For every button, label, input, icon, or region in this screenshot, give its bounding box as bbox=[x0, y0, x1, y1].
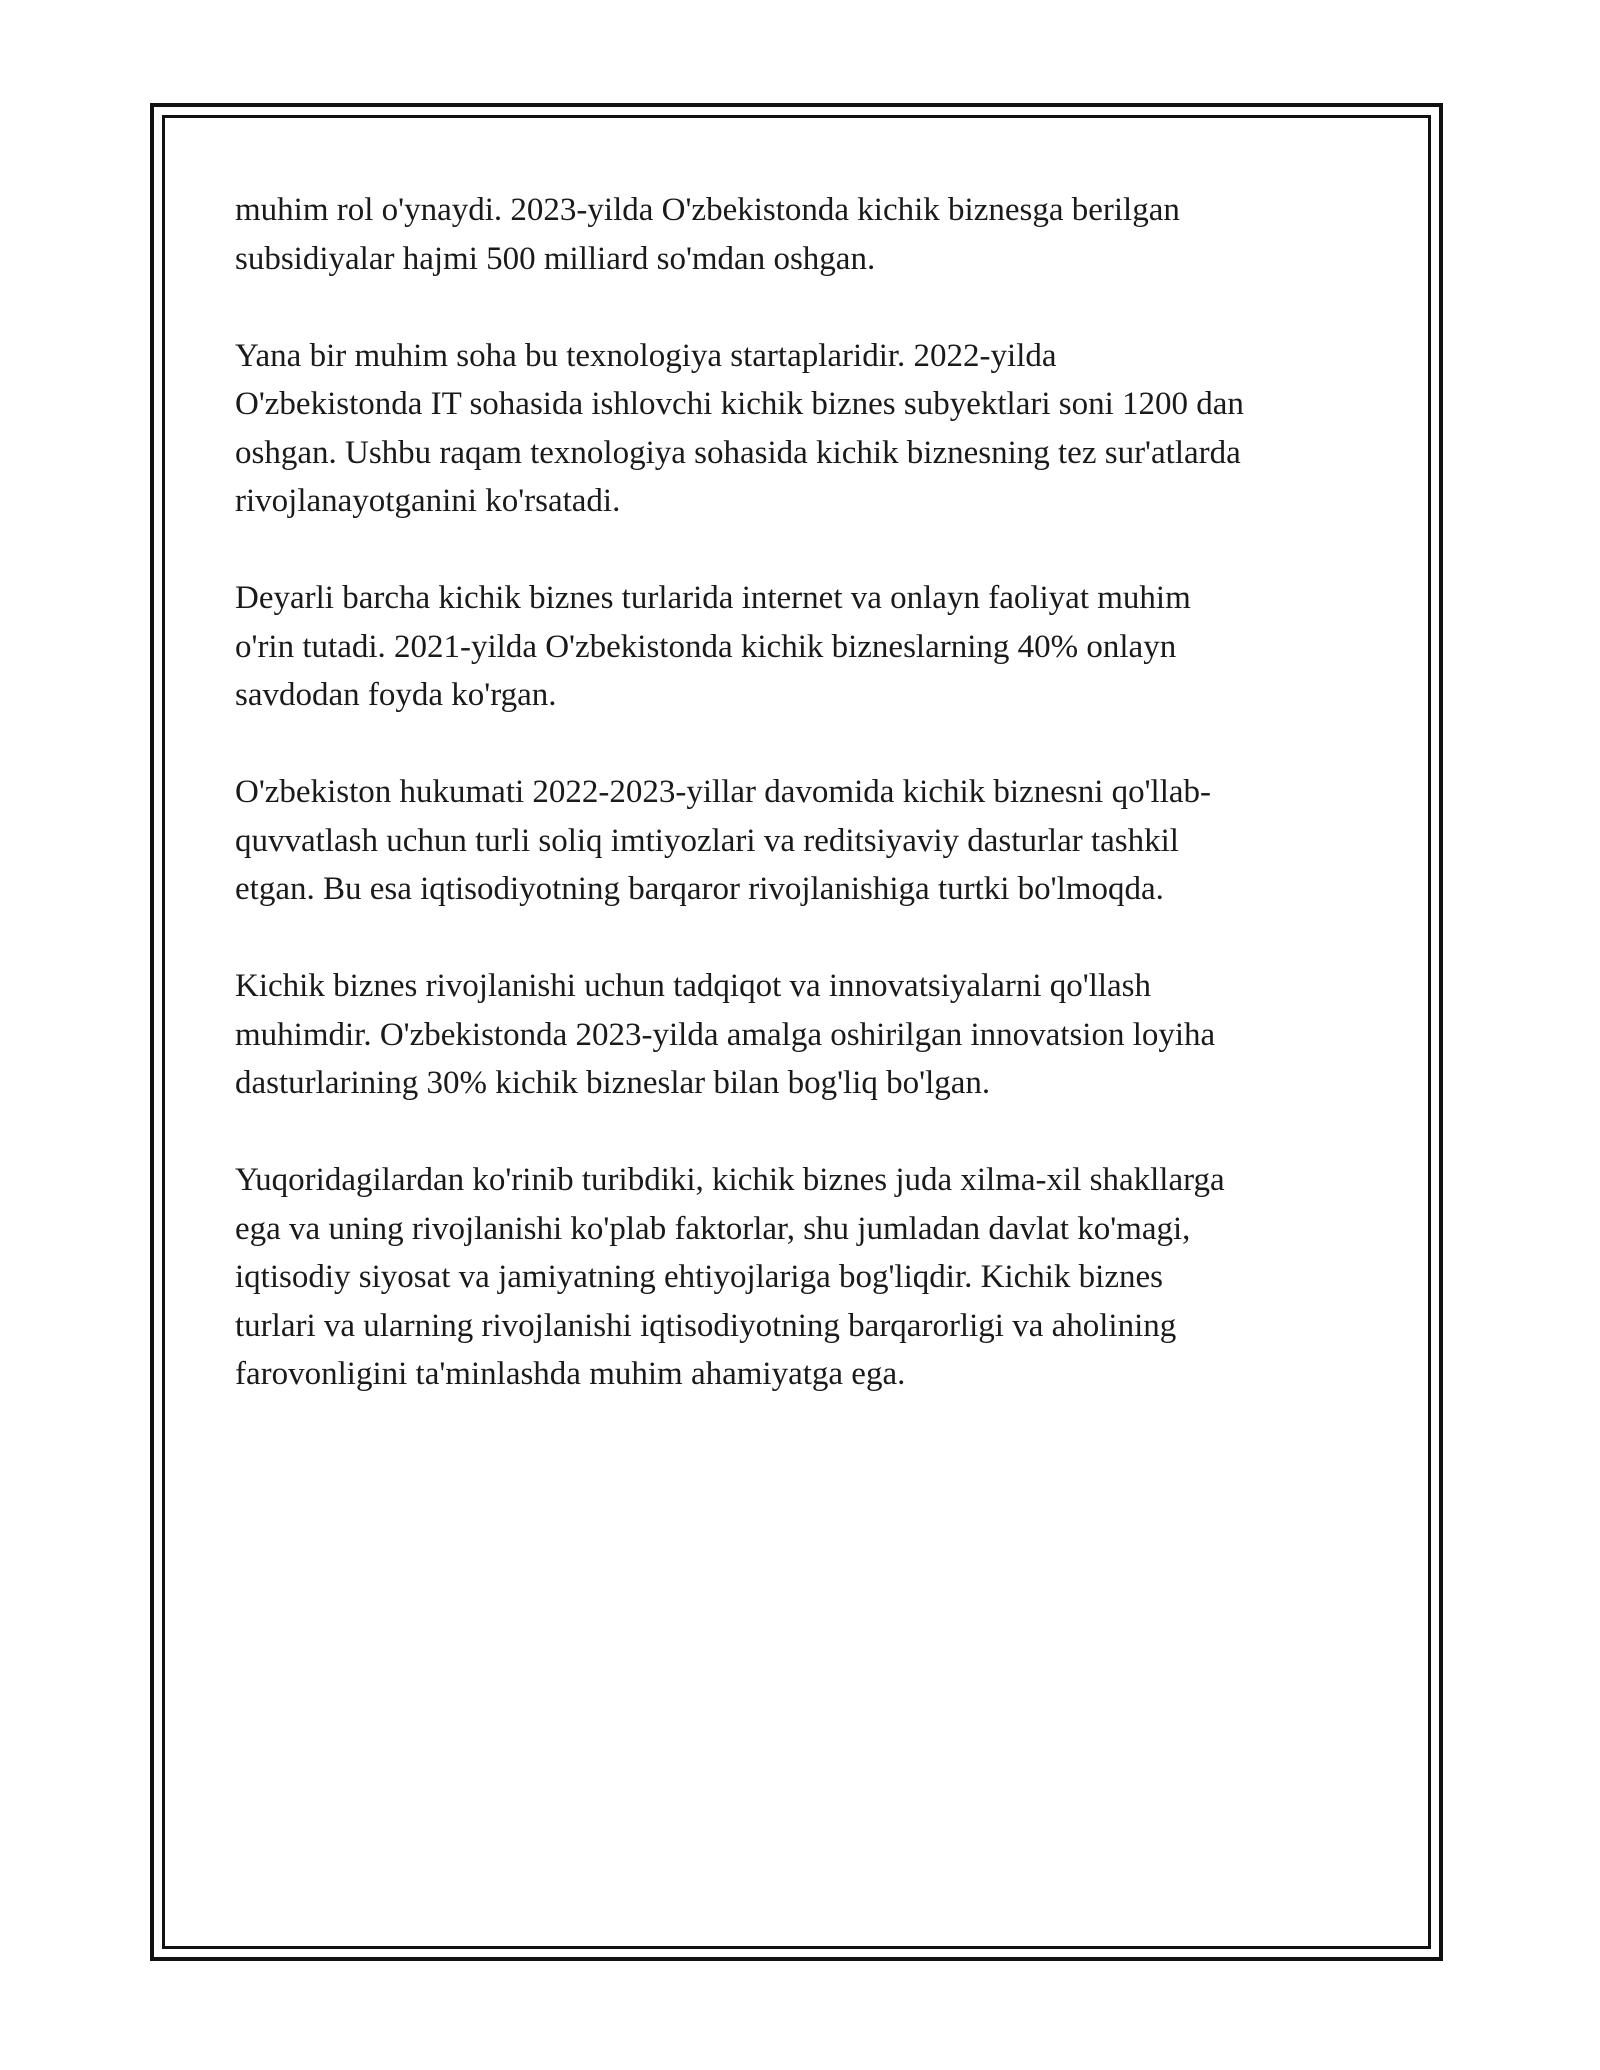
text-line: subsidiyalar hajmi 500 milliard so'mdan oshgan. bbox=[235, 240, 876, 277]
text-line: savdodan foyda ko'rgan. bbox=[235, 677, 557, 713]
text-line: turlari va ularning rivojlanishi iqtisodiyotning barqarorligi va aholining bbox=[235, 1307, 1177, 1344]
body-text bbox=[235, 186, 1375, 1447]
text-line: Yana bir muhim soha bu texnologiya startaplaridir. 2022-yilda bbox=[235, 337, 1057, 374]
text-line: O'zbekiston hukumati 2022-2023-yillar davomida kichik biznesni qo'llab- bbox=[235, 774, 1212, 810]
text-line: muhimdir. O'zbekistonda 2023-yilda amalga oshirilgan innovatsion loyiha bbox=[235, 1016, 1216, 1053]
text-line: Deyarli barcha kichik biznes turlarida internet va onlayn faoliyat muhim bbox=[235, 580, 1191, 616]
text-line: ega va uning rivojlanishi ko'plab faktorlar, shu jumladan davlat ko'magi, bbox=[235, 1210, 1191, 1247]
paragraph-6 bbox=[235, 1156, 1375, 1399]
paragraph-5 bbox=[235, 962, 1375, 1108]
paragraph-2 bbox=[235, 332, 1375, 526]
text-line: rivojlanayotganini ko'rsatadi. bbox=[235, 483, 621, 519]
text-line: oshgan. Ushbu raqam texnologiya sohasida kichik biznesning tez sur'atlarda bbox=[235, 434, 1241, 471]
text-line: iqtisodiy siyosat va jamiyatning ehtiyojlariga bog'liqdir. Kichik biznes bbox=[235, 1259, 1163, 1295]
paragraph-3 bbox=[235, 574, 1375, 720]
text-line: muhim rol o'ynaydi. 2023-yilda O'zbekistonda kichik biznesga berilgan bbox=[235, 192, 1180, 228]
text-line: Yuqoridagilardan ko'rinib turibdiki, kichik biznes juda xilma-xil shakllarga bbox=[235, 1162, 1225, 1198]
paragraph-4 bbox=[235, 768, 1375, 914]
text-line: Kichik biznes rivojlanishi uchun tadqiqot va innovatsiyalarni qo'llash bbox=[235, 968, 1152, 1004]
text-line: quvvatlash uchun turli soliq imtiyozlari va reditsiyaviy dasturlar tashkil bbox=[235, 822, 1179, 859]
text-line: etgan. Bu esa iqtisodiyotning barqaror rivojlanishiga turtki bo'lmoqda. bbox=[235, 871, 1164, 907]
text-line: dasturlarining 30% kichik bizneslar bilan bog'liq bo'lgan. bbox=[235, 1065, 991, 1101]
text-line: o'rin tutadi. 2021-yilda O'zbekistonda kichik bizneslarning 40% onlayn bbox=[235, 628, 1177, 665]
text-line: O'zbekistonda IT sohasida ishlovchi kichik biznes subyektlari soni 1200 dan bbox=[235, 386, 1244, 422]
paragraph-1 bbox=[235, 186, 1375, 283]
text-line: farovonligini ta'minlashda muhim ahamiyatga ega. bbox=[235, 1356, 906, 1392]
